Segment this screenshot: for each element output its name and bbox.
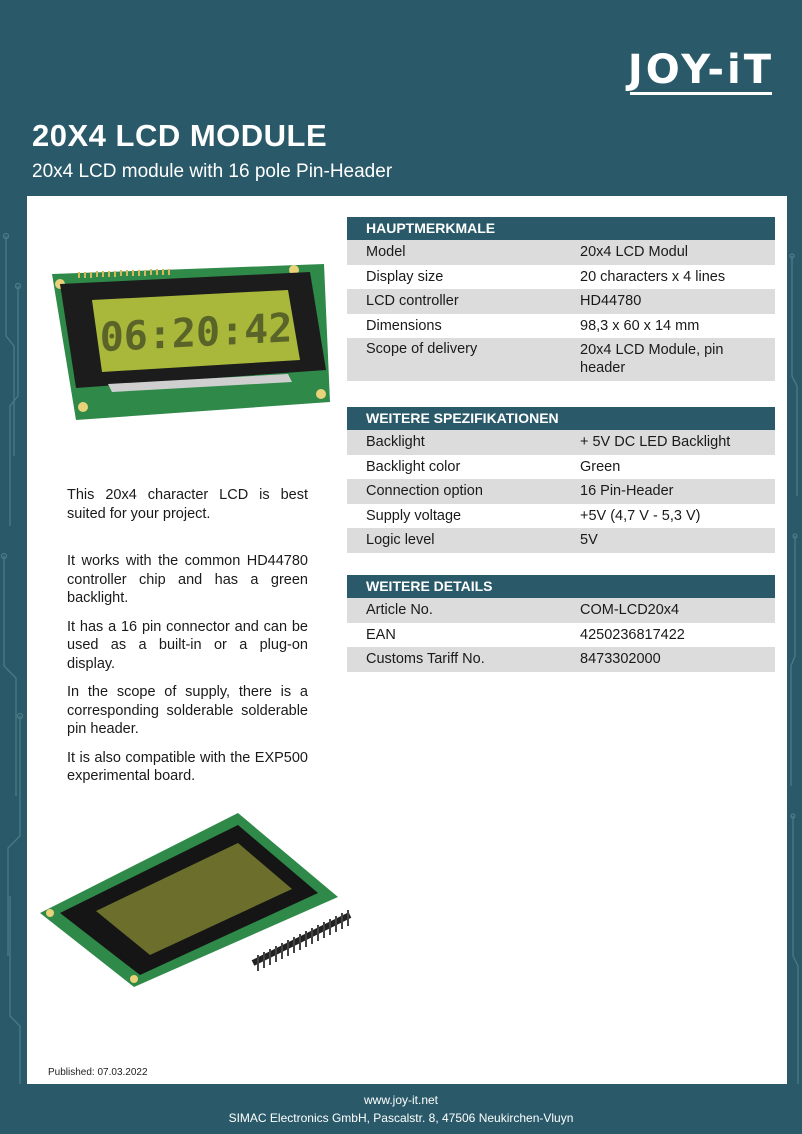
spec-row [347, 504, 775, 529]
spec-key: Backlight color [366, 458, 461, 475]
footer-address: SIMAC Electronics GmbH, Pascalstr. 8, 47506 Neukirchen-Vluyn [228, 1111, 574, 1125]
spec-value: HD44780 [580, 293, 642, 309]
header-band [0, 0, 802, 196]
logo-text: JOY-iT [627, 47, 774, 93]
published-date: Published: 07.03.2022 [48, 1067, 148, 1078]
description-paragraph: It works with the common HD44780 controller chip and has a green backlight. [67, 553, 308, 606]
section-heading: WEITERE SPEZIFIKATIONEN [347, 407, 775, 430]
spec-row [347, 623, 775, 648]
spec-key: Article No. [366, 602, 433, 618]
mount-hole-br [316, 389, 326, 399]
spec-row [347, 455, 775, 480]
spec-value: 20x4 LCD Module, pin header [580, 342, 724, 376]
mount-hole-bl [78, 402, 88, 412]
section-heading: WEITERE DETAILS [347, 575, 775, 598]
spec-value: 5V [580, 532, 598, 548]
circuit-pattern-left [0, 196, 27, 1084]
spec-value: 4250236817422 [580, 626, 685, 643]
description-paragraph: This 20x4 character LCD is best suited for your project. [67, 487, 308, 522]
spec-key: LCD controller [366, 293, 459, 309]
spec-key: Customs Tariff No. [366, 651, 485, 667]
spec-value: 20x4 LCD Modul [580, 244, 688, 260]
spec-row [347, 265, 775, 290]
spec-key: Connection option [366, 483, 483, 499]
spec-value: 16 Pin-Header [580, 483, 674, 499]
description-paragraph: It is also compatible with the EXP500 experimental board. [67, 749, 308, 784]
lcd-screen-text: 06:20:42 [99, 305, 293, 362]
right-circuit-border [787, 196, 802, 1084]
spec-value: COM-LCD20x4 [580, 602, 680, 618]
spec-key: Display size [366, 268, 444, 285]
spec-key: Logic level [366, 532, 435, 548]
spec-value: + 5V DC LED Backlight [580, 434, 731, 450]
spec-value: 20 characters x 4 lines [580, 268, 726, 285]
spec-row [347, 430, 775, 455]
mount-hole [46, 909, 54, 917]
spec-row [347, 240, 775, 265]
spec-key: Backlight [366, 434, 425, 450]
description-block-1 [67, 486, 308, 533]
description-paragraph: In the scope of supply, there is a corresponding solderable solderable pin header. [67, 684, 308, 737]
footer-band [0, 1084, 802, 1134]
spec-key: Supply voltage [366, 507, 462, 524]
joy-it-logo [628, 48, 774, 92]
logo-underline [630, 92, 772, 101]
description-paragraph: It has a 16 pin connector and can be used as a built-in or a plug-on display. [67, 618, 308, 672]
spec-key: Model [366, 244, 406, 260]
section-heading: HAUPTMERKMALE [347, 217, 775, 240]
spec-value: 8473302000 [580, 651, 661, 667]
spec-value: Green [580, 458, 621, 475]
spec-row [347, 314, 775, 339]
mount-hole [130, 975, 138, 983]
page-title: 20X4 LCD MODULE [32, 118, 328, 153]
spec-key: Dimensions [366, 317, 442, 334]
spec-key: Scope of delivery [366, 341, 478, 357]
left-circuit-border [0, 196, 27, 1084]
spec-value: 98,3 x 60 x 14 mm [580, 317, 700, 334]
spec-section-further-specs [347, 407, 775, 553]
spec-row [347, 338, 775, 381]
lcd-angled-image [38, 805, 358, 990]
circuit-pattern-right [787, 196, 802, 1084]
spec-row [347, 289, 775, 314]
spec-row [347, 528, 775, 553]
spec-value: +5V (4,7 V - 5,3 V) [580, 507, 701, 524]
spec-section-further-details [347, 575, 775, 672]
spec-section-main [347, 217, 775, 381]
page-subtitle: 20x4 LCD module with 16 pole Pin-Header [32, 161, 393, 182]
spec-row [347, 598, 775, 623]
description-block-2 [67, 552, 308, 796]
lcd-front-image [48, 262, 333, 422]
spec-row [347, 479, 775, 504]
footer-website-link[interactable]: www.joy-it.net [363, 1093, 439, 1107]
spec-row [347, 647, 775, 672]
spec-key: EAN [366, 626, 396, 643]
